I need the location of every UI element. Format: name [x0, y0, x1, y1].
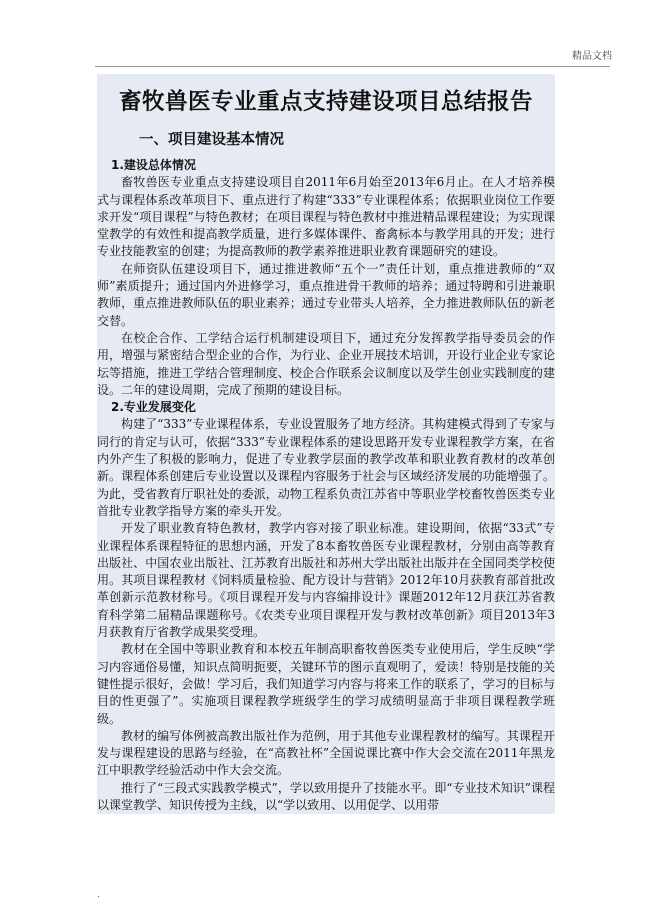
header-watermark: 精品文档: [572, 51, 612, 62]
paragraph: 在师资队伍建设项目下，通过推进教师“五个一”责任计划，重点推进教师的“双师”素质提升；通过国内外进修学习，重点推进骨干教师的培养；通过特聘和引进兼职教师，重点推进教师队伍的职业素养；通过专业带头人培养，全力推进教师队伍的新老交替。: [97, 261, 555, 328]
paragraph: 开发了职业教育特色教材，教学内容对接了职业标准。建设期间，依据“33式”专业课程体系课程特征的思想内涵，开发了8本畜牧兽医专业课程教材，分别由高等教育出版社、中国农业出版社、江苏教育出版社和苏州大学出版社出版并在全国同类学校使用。其项目课程教材《饲料质量检验、配方设计与营销》2012年10月获教育部首批改革创新示范教材称号。《项目课程开发与内容编排设计》课题2012年12月获江苏省教育科学第二届精品课题称号。《农类专业项目课程开发与教材改革创新》项目2013年3月获教育厅省教学成果奖受理。: [97, 521, 555, 640]
document-title: 畜牧兽医专业重点支持建设项目总结报告: [118, 89, 533, 115]
subsection-heading-1: 1.建设总体情况: [111, 158, 196, 172]
subsection-heading-2: 2.专业发展变化: [111, 400, 196, 415]
document-body: [97, 74, 555, 814]
paragraph: 在校企合作、工学结合运行机制建设项目下，通过充分发挥教学指导委员会的作用，增强与紧密结合型企业的合作，为行业、企业开展技术培训，开设行业企业专家论坛等措施，推进工学结合管理制度、校企合作联系会议制度以及学生创业实践制度的建设。二年的建设周期，完成了预期的建设目标。: [97, 330, 555, 397]
section-heading: 一、项目建设基本情况: [139, 132, 284, 148]
paragraph: 构建了“333”专业课程体系，专业设置服务了地方经济。其构建模式得到了专家与同行的肯定与认可，依据“333”专业课程体系的建设思路开发专业课程教学方案，在省内外产生了积极的影响力，促进了专业教学层面的教学改革和职业教育教材的改革创新。课程体系创建后专业设置以及课程内容服务于社会与区域经济发展的功能增强了。为此，受省教育厅职社处的委派，动物工程系负责江苏省中等职业学校畜牧兽医类专业首批专业教学指导方案的牵头开发。: [97, 417, 555, 518]
paragraph: 畜牧兽医专业重点支持建设项目自2011年6月始至2013年6月止。在人才培养模式与课程体系改革项目下、重点进行了构建“333”专业课程体系；依据职业岗位工作要求开发“项目课程”与特色教材；在项目课程与特色教材中推进精品课程建设；为实现课堂教学的有效性和提高教学质量，进行多媒体课件、畜禽标本与教学用具的开发；进行专业技能教室的创建；为提高教师的教学素养推进职业教育课题研究的建设。: [97, 175, 555, 259]
header-rule: [95, 66, 610, 67]
paragraph: 教材的编写体例被高教出版社作为范例，用于其他专业课程教材的编写。其课程开发与课程建设的思路与经验，在“高教社杯”全国说课比赛中作大会交流在2011年黑龙江中职教学经验活动中作大会交流。: [97, 728, 555, 778]
paragraph: 教材在全国中等职业教育和本校五年制高职畜牧兽医类专业使用后，学生反映“学习内容通俗易懂，知识点简明扼要，关键环节的图示直观明了，爱读！特别是技能的关键性提示很好，会做！学习后，我们知道学习内容与将来工作的联系了，学习的目标与目的性更强了”。实施项目课程教学班级学生的学习成绩明显高于非项目课程教学班级。: [97, 642, 555, 726]
paragraph: 推行了“三段式实践教学模式”，学以致用提升了技能水平。即“专业技术知识”课程以课堂教学、知识传授为主线，以“学以致用、以用促学、以用带: [97, 780, 555, 812]
footer-mark: .: [97, 890, 100, 900]
